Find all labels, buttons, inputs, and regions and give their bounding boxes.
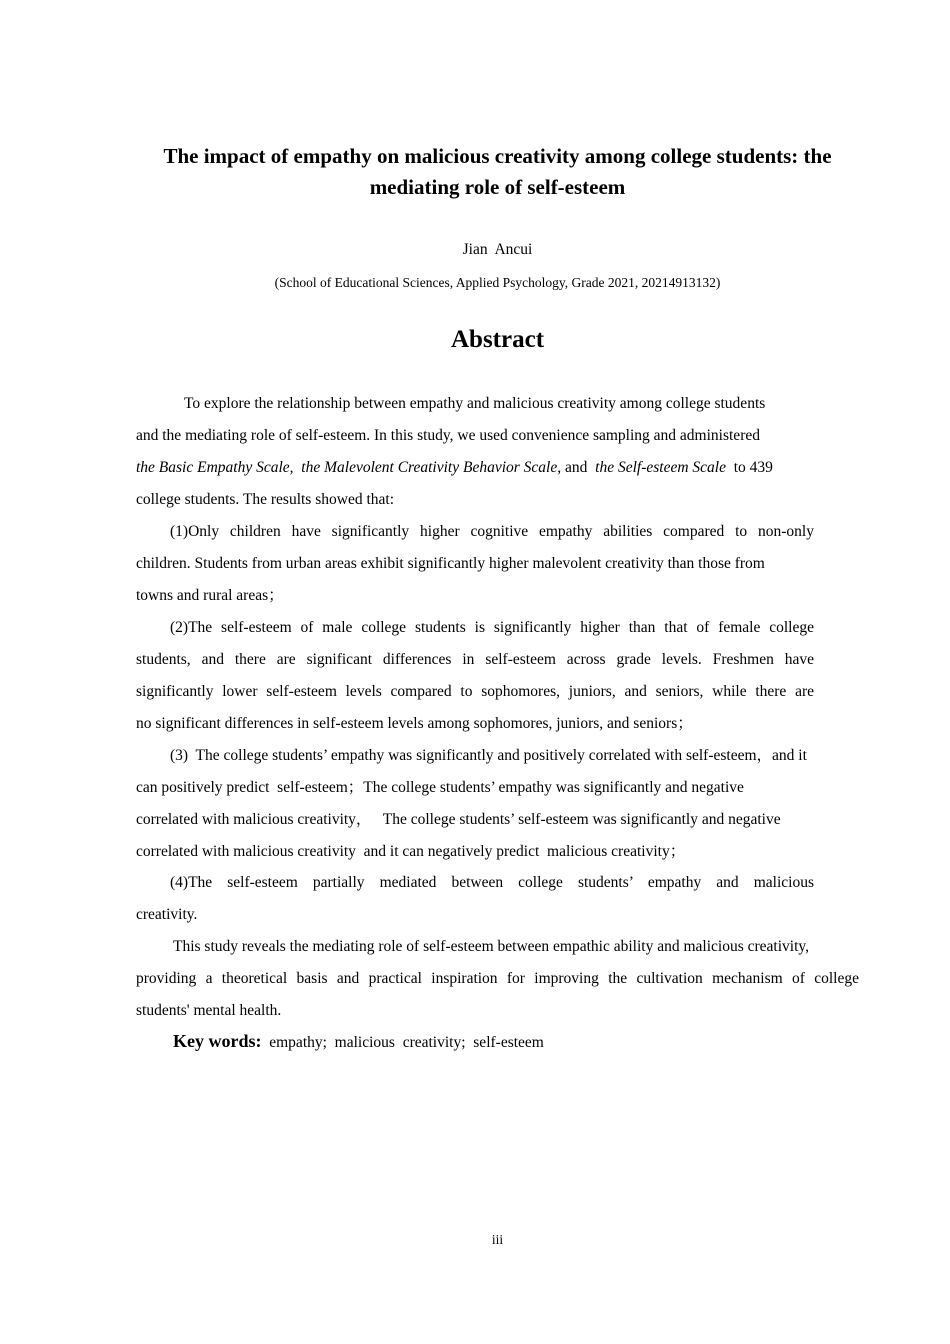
keywords-value: empathy; malicious creativity; self-esteem	[269, 1034, 544, 1051]
para1-line1: To explore the relationship between empathy and malicious creativity among college students	[184, 395, 766, 412]
page-number: iii	[491, 1232, 504, 1247]
finding2-line1: (2)The self-esteem of male college students is significantly higher than that of female college	[170, 619, 814, 636]
conclusion-line3: students' mental health.	[136, 1002, 282, 1019]
finding1-line1: (1)Only children have significantly higher cognitive empathy abilities compared to non-only	[170, 523, 814, 540]
finding2-line3: significantly lower self-esteem levels compared to sophomores, juniors, and seniors, while there are	[136, 683, 814, 700]
para1-and: and	[561, 459, 592, 476]
para1-line4: college students. The results showed that:	[136, 491, 394, 508]
finding2-line2: students, and there are significant differences in self-esteem across grade levels. Freshmen have	[136, 651, 814, 668]
conclusion-line1: This study reveals the mediating role of self-esteem between empathic ability and malicious creativity,	[173, 938, 810, 955]
finding1-line2: children. Students from urban areas exhibit significantly higher malevolent creativity than those from	[136, 555, 765, 572]
scale-name-empathy: the Basic Empathy Scale,	[136, 459, 294, 476]
finding2-line4: no significant differences in self-esteem levels among sophomores, juniors, and seniors；	[136, 715, 693, 732]
title-line-2: mediating role of self-esteem	[369, 175, 626, 199]
conclusion-line2: providing a theoretical basis and practical inspiration for improving the cultivation mechanism of college	[136, 970, 859, 987]
author-affiliation: (School of Educational Sciences, Applied Psychology, Grade 2021, 20214913132)	[274, 275, 721, 290]
para1-line2: and the mediating role of self-esteem. In this study, we used convenience sampling and administered	[136, 427, 760, 444]
finding4-line2: creativity.	[136, 906, 198, 923]
finding1-line3: towns and rural areas；	[136, 587, 284, 604]
finding3-line1: (3) The college students’ empathy was significantly and positively correlated with self-esteem，and it	[170, 747, 807, 764]
keywords-label: Key words:	[173, 1031, 262, 1051]
finding3-line3: correlated with malicious creativity， The college students’ self-esteem was significantly and negative	[136, 811, 781, 828]
paper-title	[120, 141, 875, 203]
title-line-1: The impact of empathy on malicious creativity among college students: the	[163, 144, 832, 168]
abstract-heading: Abstract	[450, 326, 545, 353]
scale-name-creativity: the Malevolent Creativity Behavior Scale,	[301, 459, 562, 476]
finding4-line1: (4)The self-esteem partially mediated between college students’ empathy and malicious	[170, 874, 814, 891]
para1-participants: to 439	[729, 459, 773, 476]
author-name: Jian Ancui	[462, 241, 533, 258]
finding3-line2: can positively predict self-esteem；The college students’ empathy was significantly and negative	[136, 779, 744, 796]
keywords	[173, 1031, 544, 1052]
scale-name-self-esteem: the Self-esteem Scale	[595, 459, 726, 476]
finding3-line4: correlated with malicious creativity and it can negatively predict malicious creativity；	[136, 843, 686, 860]
para1-line3	[136, 458, 773, 478]
